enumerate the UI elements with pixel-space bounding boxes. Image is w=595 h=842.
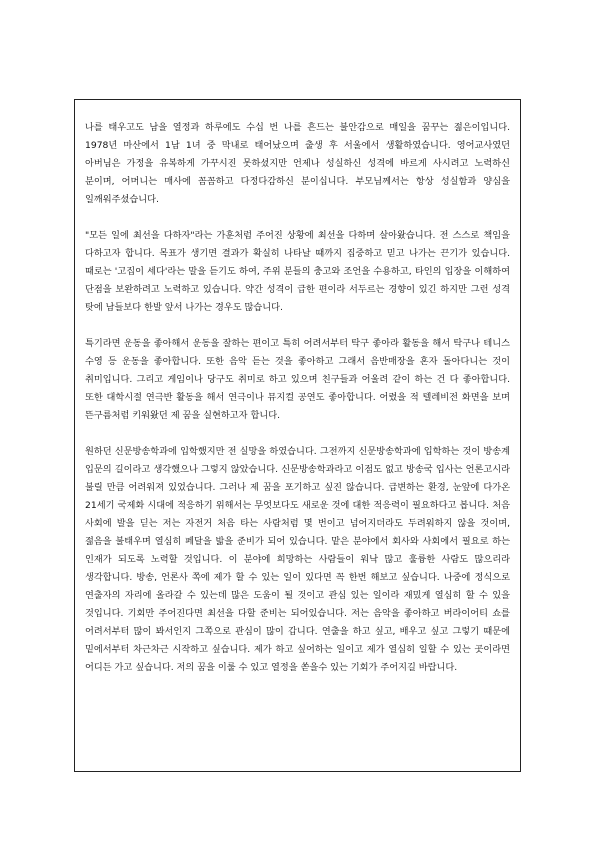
paragraph-personality: "모든 일에 최선을 다하자"라는 가훈처럼 주어진 상황에 최선을 다하며 살아왔습니다. 전 스스로 책임을 다하고자 합니다. 목표가 생기면 결과가 확실히 나타날 때까지 집중하고 믿고 나가는 끈기가 있습니다. 때로는 '고집이 세다'라는 말을 듣기도 하여, 주위 분들의 충고와 조언을 수용하고, 타인의 입장을 이해하여 단점을 보완하려고 노력하고 있습니다. 약간 성격이 급한 편이라 서두르는 경향이 있긴 하지만 그런 성격 탓에 남들보다 한발 앞서 나가는 경우도 많습니다. — [85, 230, 510, 313]
paragraph-aspirations: 원하던 신문방송학과에 입학했지만 전 실망을 하였습니다. 그전까지 신문방송학과에 입학하는 것이 방송계 입문의 길이라고 생각했으나 그렇지 않았습니다. 신문방송학과라고 이점도 없고 방송국 입사는 언론고시라 불릴 만큼 어려워져 있었습니다. 그러나 제 꿈을 포기하고 싶진 않습니다. 급변하는 환경, 눈앞에 다가온 21세기 국제화 시대에 적응하기 위해서는 무엇보다도 새로운 것에 대한 적응력이 필요하다고 봅니다. 처음 사회에 발을 딛는 저는 자전거 처음 타는 사람처럼 몇 번이고 넘어지더라도 두려워하지 않을 것이며, 젊음을 불태우며 열심히 페달을 밟을 준비가 되어 있습니다. 맡은 분야에서 회사와 사회에서 필요로 하는 인재가 되도록 노력할 것입니다. 이 분야에 희망하는 사람들이 워낙 많고 훌륭한 사람도 많으리라 생각합니다. 방송, 언론사 쪽에 제가 할 수 있는 일이 있다면 꼭 한번 해보고 싶습니다. 나중에 정식으로 연출자의 자리에 올라갈 수 있는데 많은 도움이 될 것이고 관심 있는 일이라 재밌게 열심히 할 수 있을 것입니다. 기회만 주어진다면 최선을 다할 준비는 되어있습니다. 저는 음악을 좋아하고 버라이어티 쇼를 어려서부터 많이 봐서인지 그쪽으로 관심이 많이 갑니다. 연출을 하고 싶고, 배우고 싶고 그렇기 때문에 밑에서부터 차근차근 시작하고 싶습니다. 제가 하고 싶어하는 일이고 제가 열심히 일할 수 있는 곳이라면 어디든 가고 싶습니다. 저의 꿈을 이룰 수 있고 열정을 쏟을수 있는 기회가 주어지길 바랍니다. — [85, 446, 510, 673]
paragraph-gap — [85, 425, 510, 443]
paragraph-gap — [85, 209, 510, 227]
paragraph-gap — [85, 317, 510, 335]
paragraph-family-background: 나를 태우고도 남을 열정과 하루에도 수십 번 나를 흔드는 불안감으로 매일을 꿈꾸는 젊은이입니다. 1978년 마산에서 1남 1녀 중 막내로 태어났으며 출생 후 서울에서 생활하였습니다. 영어교사였던 아버님은 가정을 유복하게 가꾸시진 못하셨지만 언제나 성실하신 성격에 바르게 사시려고 노력하신 분이며, 어머니는 매사에 꼼꼼하고 다정다감하신 분이십니다. 부모님께서는 항상 성실함과 양심을 일깨워주셨습니다. — [85, 122, 510, 205]
essay-box — [74, 99, 521, 772]
paragraph-hobbies: 특기라면 운동을 좋아해서 운동을 잘하는 편이고 특히 어려서부터 탁구 좋아라 활동을 해서 탁구나 테니스 수영 등 운동을 좋아합니다. 또한 음악 듣는 것을 좋아하고 그래서 음반매장을 혼자 돌아다니는 것이 취미입니다. 그리고 게임이나 당구도 취미로 하고 있으며 친구들과 어울려 같이 하는 건 다 좋아합니다. 또한 대학시절 연극반 활동을 해서 연극이나 뮤지컬 공연도 좋아합니다. 어렸을 적 텔레비전 화면을 보며 뜬구름처럼 키워왔던 제 꿈을 실현하고자 합니다. — [85, 338, 510, 421]
